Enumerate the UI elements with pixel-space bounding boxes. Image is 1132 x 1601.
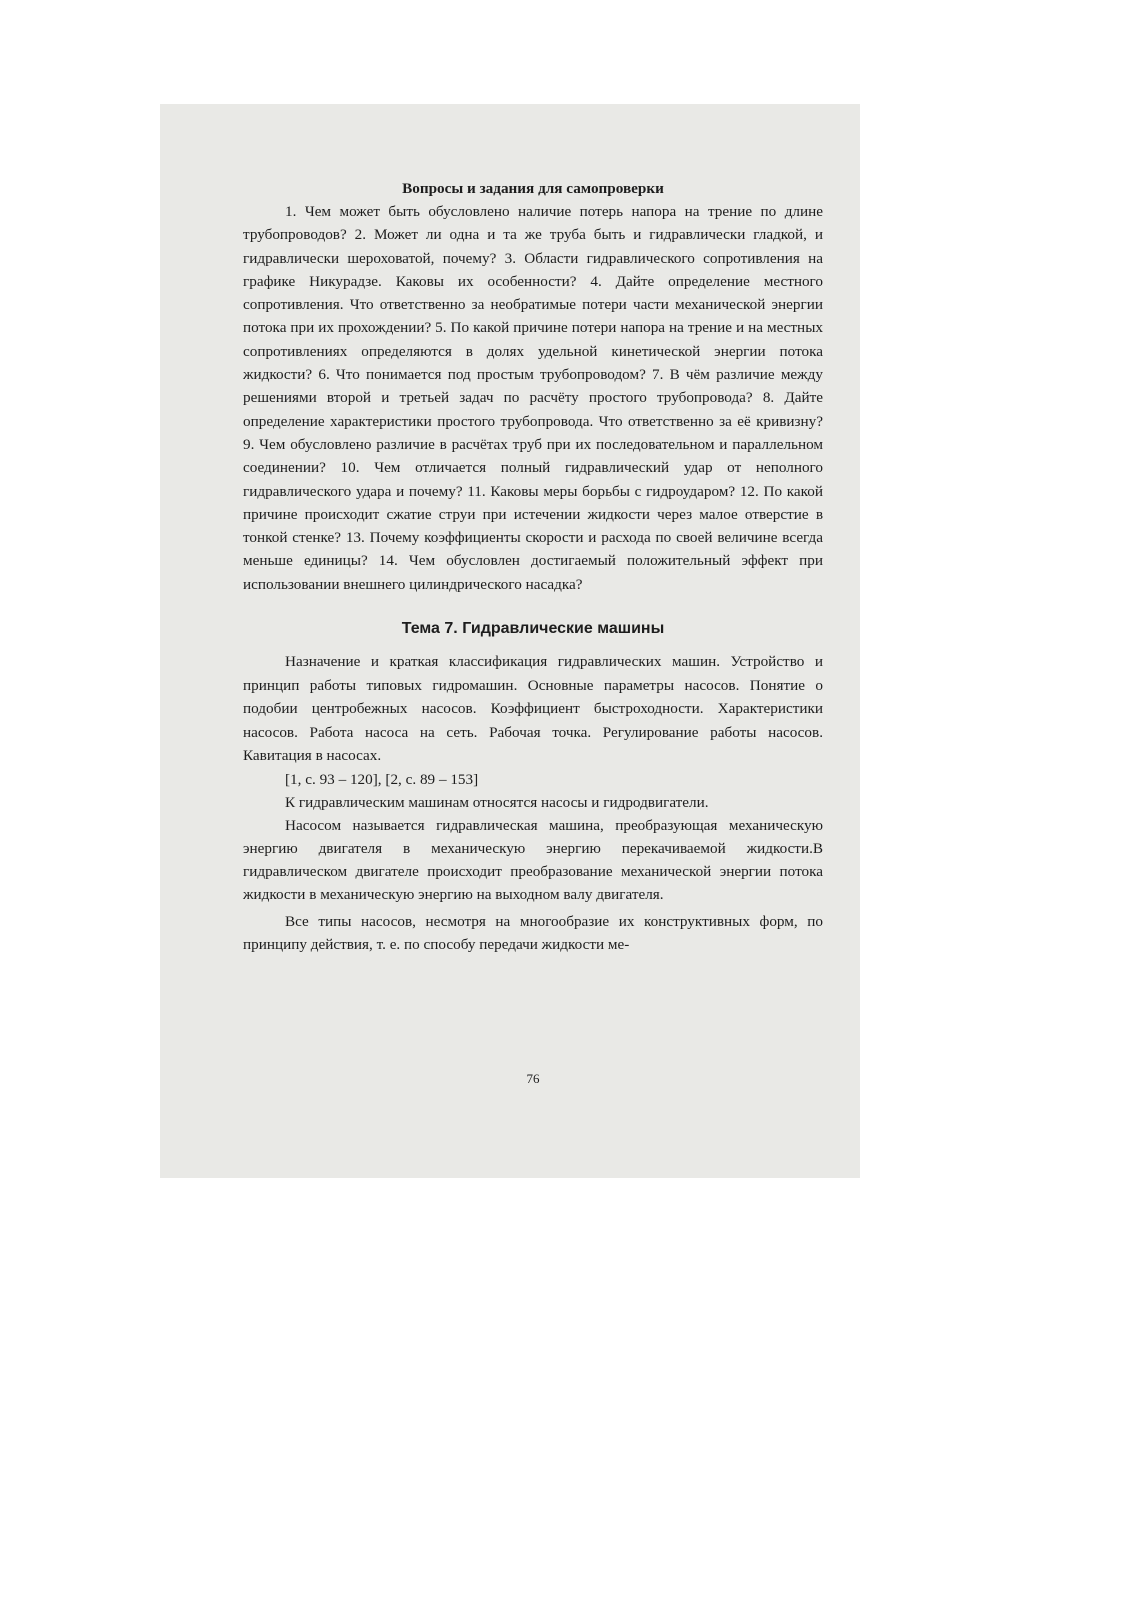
page-number: 76 <box>526 1071 540 1086</box>
topic-heading: Тема 7. Гидравлические машины <box>401 620 665 638</box>
page-content <box>243 178 823 1086</box>
questions-text: 1. Чем может быть обусловлено наличие потерь напора на трение по длине трубопроводов? 2. Может ли одна и та же труба быть и гидравлически гладкой, и гидравлически шероховатой, почему? 3. Области гидравлического сопротивления на графике Никурадзе. Каковы их особенности? 4. Дайте определение местного сопротивления. Что ответственно за необратимые потери части механической энергии потока при их прохождении? 5. По какой причине потери напора на трение и на местных сопротивлениях определяются в долях удельной кинетической энергии потока жидкости? 6. Что понимается под простым трубопроводом? 7. В чём различие между решениями второй и третьей задач по расчёту простого трубопровода? 8. Дайте определение характеристики простого трубопровода. Что ответственно за её кривизну? 9. Чем обусловлено различие в расчётах труб при их последовательном и параллельном соединении? 10. Чем отличается полный гидравлический удар от неполного гидравлического удара и почему? 11. Каковы меры борьбы с гидроударом? 12. По какой причине происходит сжатие струи при истечении жидкости через малое отверстие в тонкой стенке? 13. Почему коэффициенты скорости и расхода по своей величине всегда меньше единицы? 14. Чем обусловлен достигаемый положительный эффект при использовании внешнего цилиндрического насадка? <box>243 203 823 593</box>
topic-intro: Назначение и краткая классификация гидравлических машин. Устройство и принцип работы типовых гидромашин. Основные параметры насосов. Понятие о подобии центробежных насосов. Коэффициент быстроходности. Характеристики насосов. Работа насоса на сеть. Рабочая точка. Регулирование работы насосов. Кавитация в насосах. <box>243 653 823 765</box>
questions-heading: Вопросы и задания для самопроверки <box>402 180 664 197</box>
references: [1, с. 93 – 120], [2, с. 89 – 153] <box>285 770 479 788</box>
paragraph-pump-types: Все типы насосов, несмотря на многообразие их конструктивных форм, по принципу действия, т. е. по способу передачи жидкости ме- <box>243 912 823 953</box>
paragraph-machines: К гидравлическим машинам относятся насосы и гидродвигатели. <box>285 793 709 811</box>
paragraph-pump-definition: Насосом называется гидравлическая машина, преобразующая механическую энергию двигателя в механическую энергию перекачиваемой жидкости.В гидравлическом двигателе происходит преобразование механической энергии потока жидкости в механическую энергию на выходном валу двигателя. <box>243 816 823 903</box>
